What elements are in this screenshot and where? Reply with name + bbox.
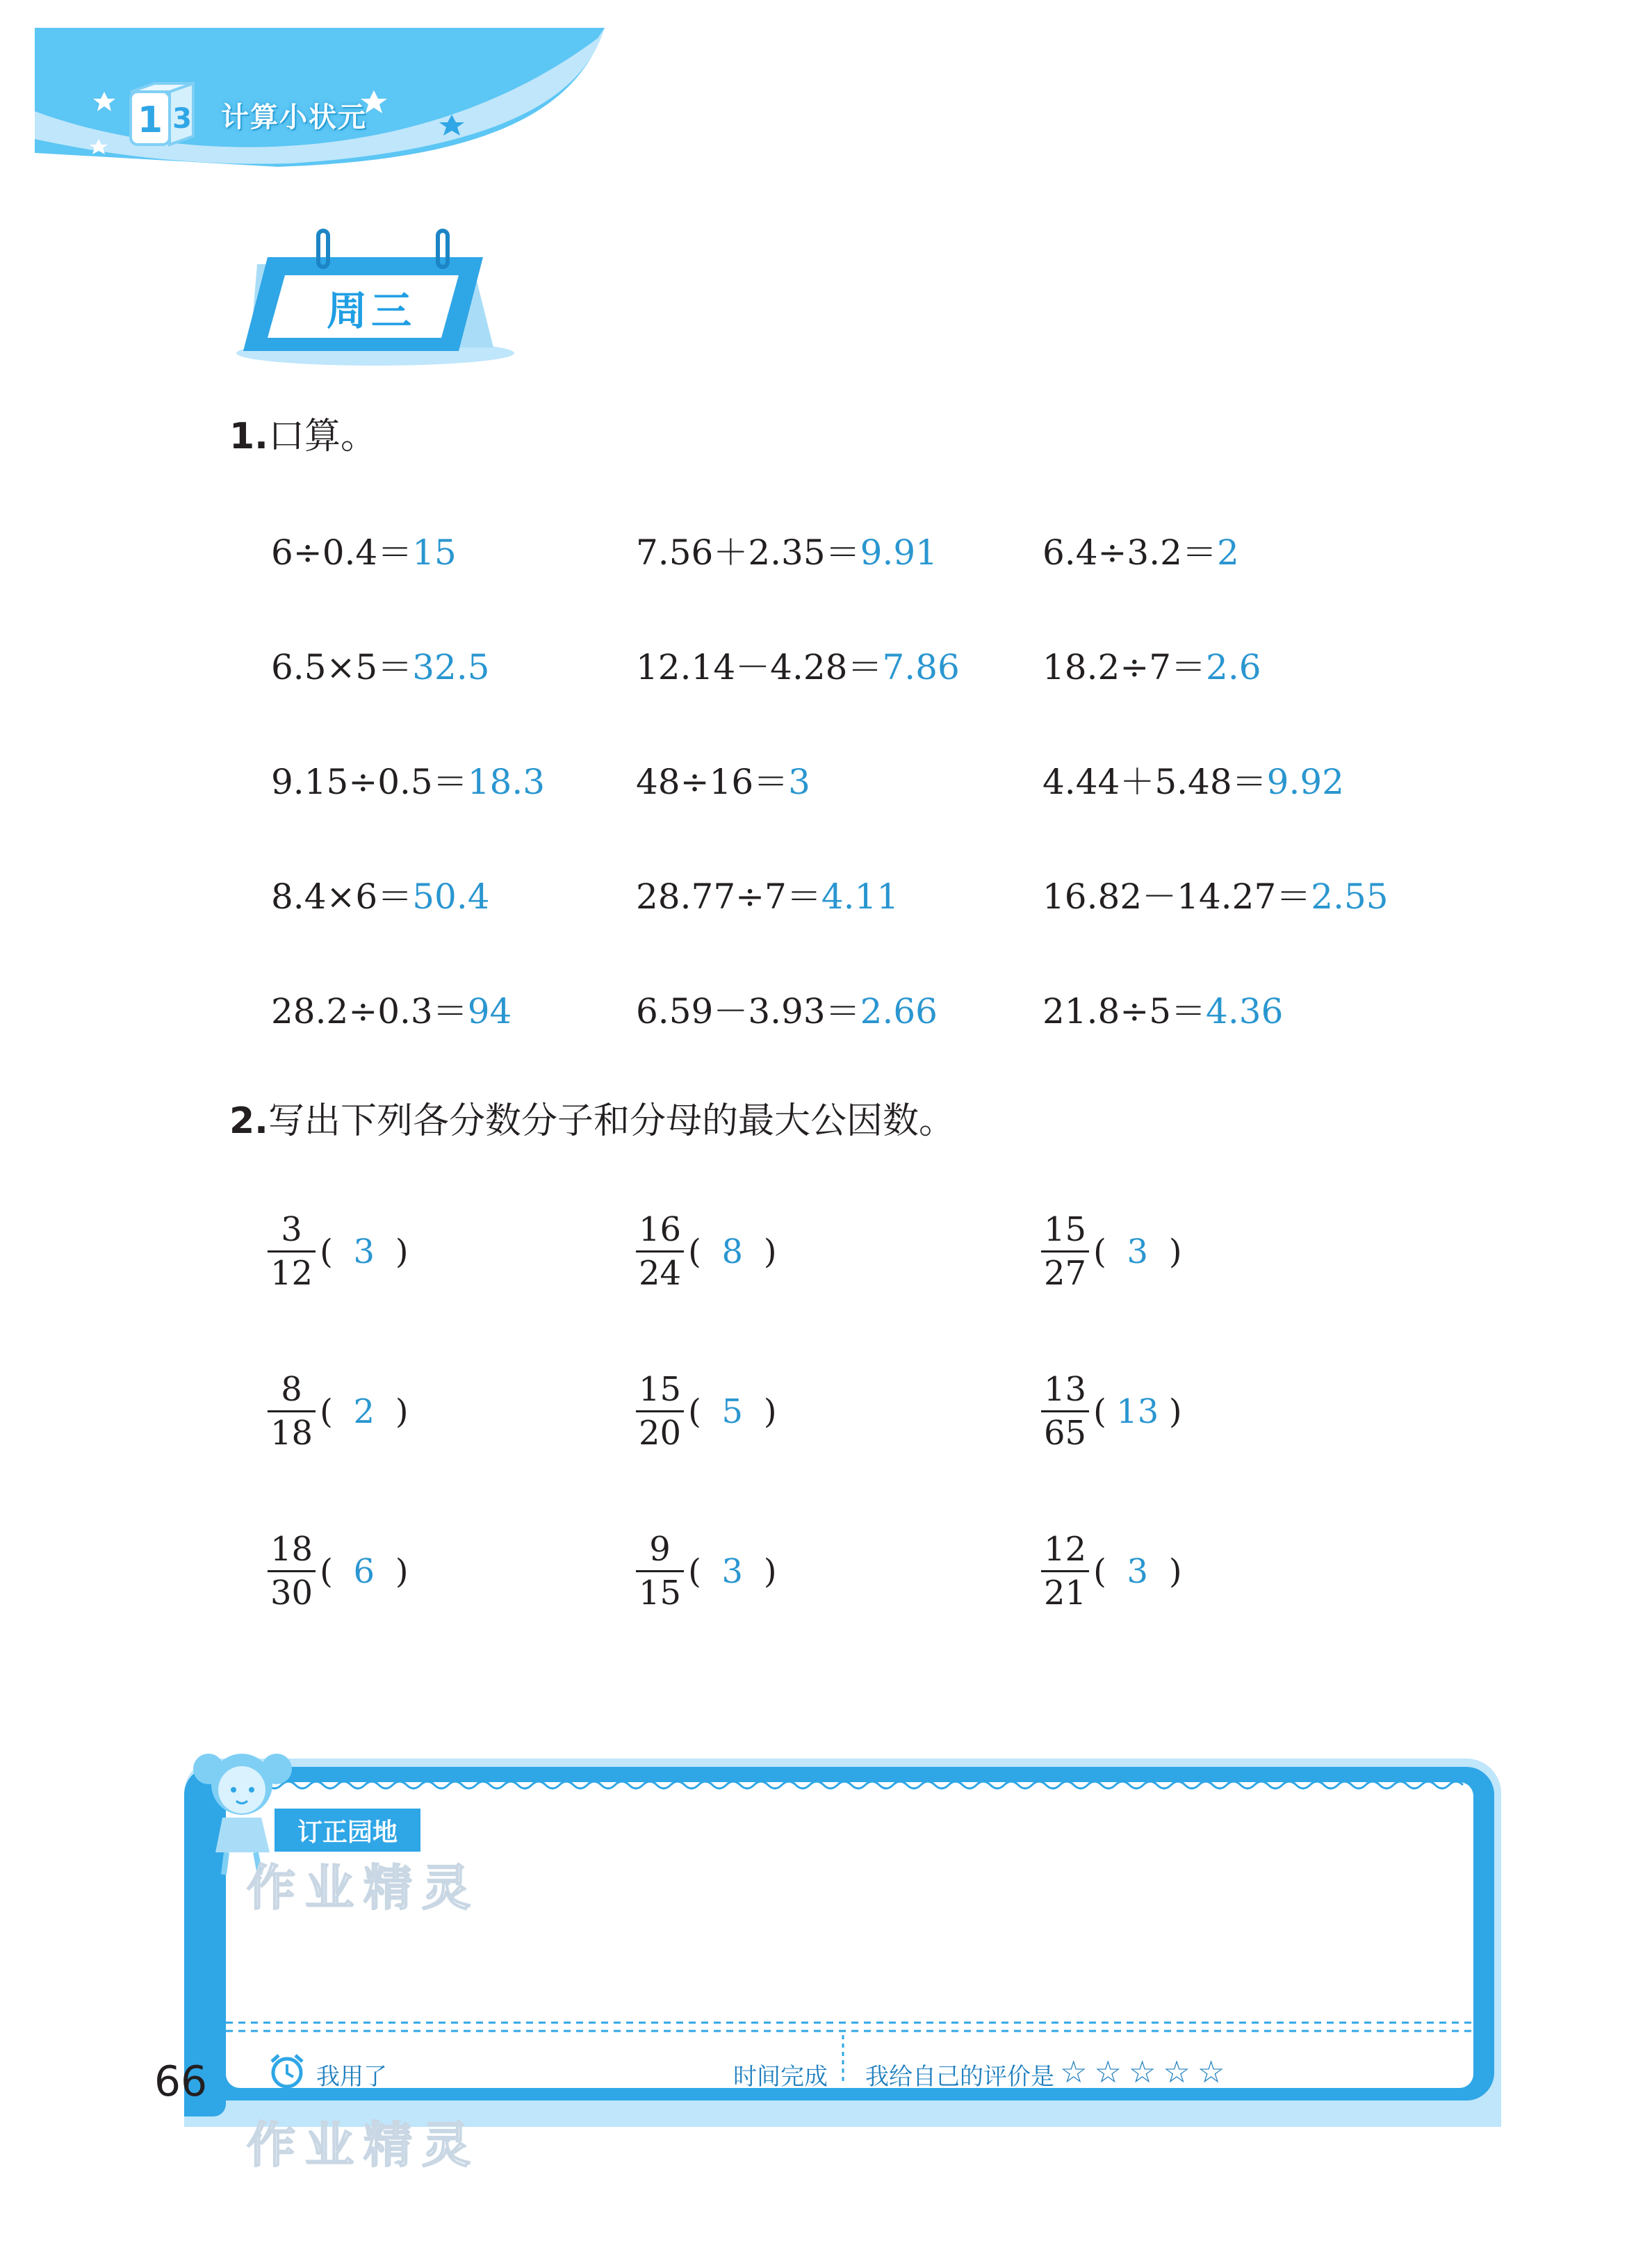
calc-expression: 21.8÷5＝ [1042,991,1206,1031]
calc-expression: 6.4÷3.2＝ [1042,532,1217,573]
gcd-answer: 13 [1116,1392,1159,1431]
fraction-item [1041,1370,1182,1453]
gcd-answer: 3 [1127,1551,1149,1591]
denominator: 27 [1041,1250,1089,1290]
calc-problem [1042,754,1344,804]
gcd-answer: 3 [1127,1232,1149,1271]
denominator: 20 [636,1410,684,1450]
numerator: 15 [1044,1210,1087,1249]
calc-problem [1042,525,1239,575]
section-1-title: 1.口算。 [229,416,377,457]
fraction-item [1041,1530,1182,1613]
numerator: 3 [281,1210,302,1249]
answer-parentheses [320,1392,408,1431]
alarm-clock-icon [268,2052,306,2091]
calc-problem [636,639,960,690]
paren-close: ) [763,1392,777,1431]
calc-problem [271,984,512,1034]
calc-expression: 28.2÷0.3＝ [271,991,468,1031]
calc-problem [271,754,545,804]
answer-parentheses [688,1552,776,1591]
calc-answer: 4.36 [1206,991,1284,1031]
paren-open: ( [688,1392,701,1431]
paren-open: ( [1093,1392,1106,1431]
paren-close: ) [395,1232,409,1271]
svg-text:3: 3 [172,103,192,135]
calc-problem [271,869,490,919]
calc-answer: 2.55 [1311,876,1389,917]
calc-expression: 9.15÷0.5＝ [271,762,468,802]
fraction [636,1210,684,1293]
svg-text:1: 1 [137,99,163,141]
star-icon[interactable]: ☆ [1128,2055,1156,2090]
calc-problem [1042,639,1261,690]
calc-answer: 9.91 [860,532,938,573]
paren-close: ) [763,1551,777,1591]
numerator: 12 [1044,1530,1087,1569]
calc-problem [1042,869,1389,919]
calc-problem [271,525,457,575]
star-icon[interactable]: ☆ [1163,2055,1191,2090]
calc-answer: 18.3 [467,762,546,802]
calc-answer: 2.66 [860,991,938,1031]
fraction-item [268,1530,409,1613]
fraction [268,1370,316,1453]
time-used-label: 我用了 [316,2063,387,2091]
calc-problem [271,639,490,690]
numerator: 8 [281,1370,302,1409]
answer-parentheses [688,1392,776,1431]
calc-answer: 4.11 [821,876,899,917]
gcd-answer: 2 [353,1392,375,1431]
numerator: 16 [639,1210,682,1249]
calc-expression: 28.77÷7＝ [636,876,821,917]
fraction [1041,1530,1089,1613]
page-number: 66 [154,2057,208,2106]
time-done-label: 时间完成 [733,2063,828,2091]
paren-close: ) [763,1232,777,1271]
denominator: 12 [268,1250,316,1290]
calc-expression: 16.82－14.27＝ [1042,876,1311,917]
fraction-item [268,1210,409,1293]
calc-expression: 12.14－4.28＝ [636,647,883,687]
fraction [268,1530,316,1613]
paren-open: ( [320,1392,333,1431]
brand [125,76,367,153]
paren-open: ( [320,1551,333,1591]
calc-answer: 2 [1216,532,1239,573]
gcd-answer: 5 [721,1392,744,1431]
paren-close: ) [395,1551,409,1591]
calc-problem [636,869,899,919]
gcd-answer: 3 [721,1551,744,1591]
gcd-answer: 3 [353,1232,375,1271]
calc-expression: 18.2÷7＝ [1042,647,1206,687]
paren-close: ) [395,1392,409,1431]
calc-answer: 50.4 [412,876,490,917]
star-icon[interactable]: ☆ [1094,2055,1122,2090]
denominator: 30 [268,1570,316,1610]
brand-title: 计算小状元 [221,101,367,133]
calc-problem [636,754,810,804]
denominator: 21 [1041,1570,1089,1610]
paren-open: ( [1093,1551,1106,1591]
denominator: 24 [636,1250,684,1290]
paren-open: ( [688,1232,701,1271]
numerator: 18 [270,1530,313,1569]
calc-expression: 6÷0.4＝ [271,532,413,573]
paren-close: ) [1168,1392,1182,1431]
answer-parentheses [1093,1392,1181,1431]
gcd-answer: 8 [721,1232,744,1271]
answer-parentheses [320,1552,408,1591]
calc-expression: 48÷16＝ [636,762,789,802]
calc-answer: 7.86 [882,647,960,687]
fraction-item [636,1530,777,1613]
self-eval-label: 我给自己的评价是 [865,2063,1054,2091]
numerator: 9 [649,1530,671,1569]
calc-problem [636,525,938,575]
fraction [1041,1210,1089,1293]
calc-answer: 32.5 [412,647,490,687]
paren-close: ) [1168,1232,1182,1271]
calc-expression: 6.59－3.93＝ [636,991,860,1031]
paren-close: ) [1168,1551,1182,1591]
number-cube-logo [125,76,202,153]
star-icon[interactable]: ☆ [1197,2055,1225,2090]
fraction-item [1041,1210,1182,1293]
fraction-item [636,1370,777,1453]
fraction [636,1370,684,1453]
calc-answer: 94 [467,991,512,1031]
answer-parentheses [320,1232,408,1271]
answer-parentheses [688,1232,776,1271]
gcd-answer: 6 [353,1551,375,1591]
denominator: 15 [636,1570,684,1610]
watermark-bottom: 作业精灵 [247,2116,480,2173]
day-tag: 周三 [327,287,416,334]
paren-open: ( [320,1232,333,1271]
denominator: 65 [1041,1410,1089,1450]
calc-answer: 2.6 [1206,647,1261,687]
paren-open: ( [1093,1232,1106,1271]
paren-open: ( [688,1551,701,1591]
calc-problem [636,984,938,1034]
calc-expression: 7.56＋2.35＝ [636,532,860,573]
calc-answer: 15 [412,532,457,573]
calc-answer: 3 [788,762,810,802]
calc-answer: 9.92 [1266,762,1344,802]
numerator: 15 [639,1370,682,1409]
star-icon[interactable]: ☆ [1060,2055,1088,2090]
watermark: 作业精灵 [247,1859,480,1916]
calc-problem [1042,984,1283,1034]
calc-expression: 8.4×6＝ [271,876,413,917]
numerator: 13 [1044,1370,1087,1409]
correction-title: 订正园地 [275,1809,420,1852]
calc-expression: 4.44＋5.48＝ [1042,762,1267,802]
section-2-title: 2.写出下列各分数分子和分母的最大公因数。 [229,1100,955,1142]
rating-stars [1060,2057,1225,2088]
fraction-item [636,1210,777,1293]
fraction [1041,1370,1089,1453]
fraction-item [268,1370,409,1453]
answer-parentheses [1093,1232,1181,1271]
answer-parentheses [1093,1552,1181,1591]
denominator: 18 [268,1410,316,1450]
fraction [268,1210,316,1293]
fraction [636,1530,684,1613]
calc-expression: 6.5×5＝ [271,647,413,687]
